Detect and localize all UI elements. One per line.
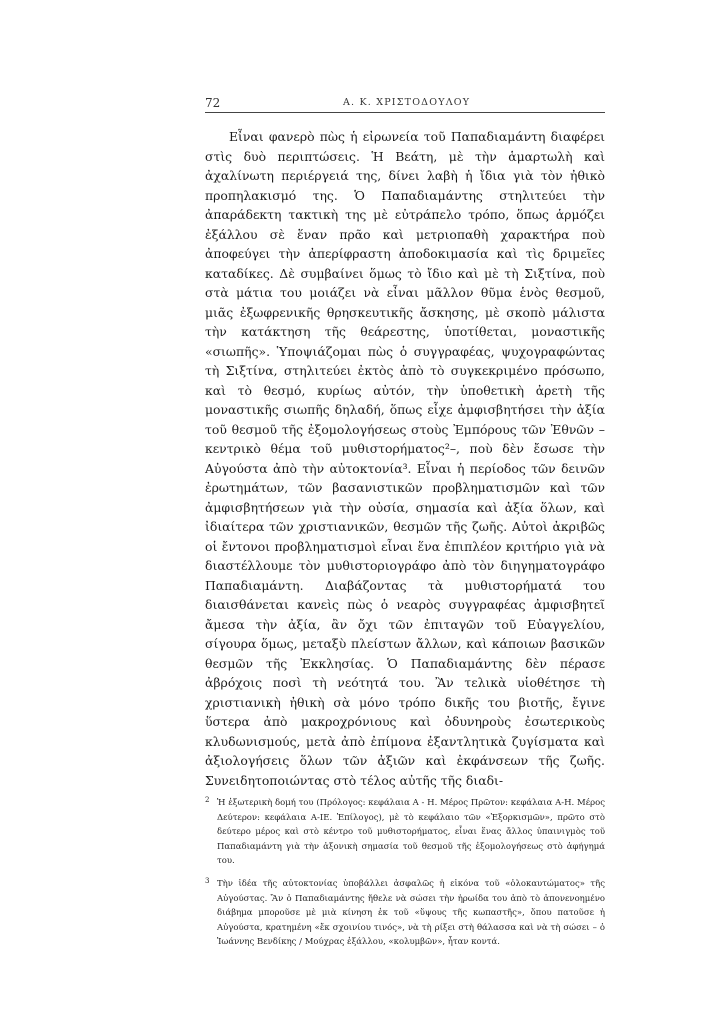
footnote	[205, 877, 605, 950]
body-paragraph: Εἶναι φανερὸ πὼς ἡ εἰρωνεία τοῦ Παπαδιαμάντη διαφέρει στὶς δυὸ περιπτώσεις. Ἡ Βεάτη, μὲ τὴν ἁμαρτωλὴ καὶ ἀχαλίνωτη περιέργειά της, δίνει λαβὴ ἡ ἴδια γιὰ τὸν ἠθικὸ προπηλακισμό της. Ὁ Παπαδιαμάντης στηλιτεύει τὴν ἀπαράδεκτη τακτικὴ της μὲ εὐτράπελο τρόπο, ὅπως ἁρμόζει ἐξάλλου σὲ ἕναν πρᾶο καὶ μετριοπαθὴ χαρακτήρα ποὺ ἀποφεύγει τὴν ἀπερίφραστη ἀποδοκιμασία καὶ τὶς δριμεῖες καταδίκες. Δὲ συμβαίνει ὅμως τὸ ἴδιο καὶ μὲ τὴ Σιξτίνα, ποὺ στὰ μάτια του μοιάζει νὰ εἶναι μᾶλλον θῦμα ἑνὸς θεσμοῦ, μιᾶς ἐξωφρενικῆς θρησκευτικῆς ἄσκησης, μὲ σκοπὸ μάλιστα τὴν κατάκτηση τῆς θεάρεστης, ὑποτίθεται, μοναστικῆς «σιωπῆς». Ὑποψιάζομαι πὼς ὁ συγγραφέας, ψυχογραφώντας τὴ Σιξτίνα, στηλιτεύει ἐκτὸς ἀπὸ τὸ συγκεκριμένο πρόσωπο, καὶ τὸ θεσμό, κυρίως αὐτόν, τὴν ὑποθετικὴ ἀρετὴ τῆς μοναστικῆς σιωπῆς δηλαδή, ὅπως εἶχε ἀμφισβητήσει τὴν ἀξία τοῦ θεσμοῦ τῆς ἐξομολογήσεως στοὺς Ἐμπόρους τῶν Ἐθνῶν –κεντρικὸ θέμα τοῦ μυθιστορήματος²–, ποὺ δὲν ἔσωσε τὴν Αὐγούστα ἀπὸ τὴν αὐτοκτονία³. Εἶναι ἡ περίοδος τῶν δεινῶν ἐρωτημάτων, τῶν βασανιστικῶν προβληματισμῶν καὶ τῶν ἀμφισβητήσεων γιὰ τὴν οὐσία, σημασία καὶ ἀξία ὅλων, καὶ ἰδιαίτερα τῶν χριστιανικῶν, θεσμῶν τῆς ζωῆς. Αὐτοὶ ἀκριβῶς οἱ ἔντονοι προβληματισμοὶ εἶναι ἕνα ἐπιπλέον κριτήριο γιὰ νὰ διαστέλλουμε τὸν μυθιστοριογράφο ἀπὸ τὸν διηγηματογράφο Παπαδιαμάντη. Διαβάζοντας τὰ μυθιστορήματά του διαισθάνεται κανεὶς πὼς ὁ νεαρὸς συγγραφέας ἀμφισβητεῖ ἄμεσα τὴν ἀξία, ἂν ὄχι τῶν ἐπιταγῶν τοῦ Εὐαγγελίου, σίγουρα ὅμως, μεταξὺ πλείστων ἄλλων, καὶ κάποιων βασικῶν θεσμῶν τῆς Ἐκκλησίας. Ὁ Παπαδιαμάντης δὲν πέρασε ἀβρόχοις ποσὶ τὴ νεότητά του. Ἂν τελικὰ υἱοθέτησε τὴ χριστιανικὴ ἠθικὴ σὰ μόνο τρόπο δικῆς του βιοτῆς, ἔγινε ὕστερα ἀπὸ μακροχρόνιους καὶ ὀδυνηροὺς ἐσωτερικοὺς κλυδωνισμούς, μετὰ ἀπὸ ἐπίμονα ἐξαντλητικὰ ζυγίσματα καὶ ἀξιολογήσεις ὅλων τῶν ἀξιῶν καὶ ἐκφάνσεων τῆς ζωῆς. Συνειδητοποιώντας στὸ τέλος αὐτῆς τῆς διαδι-	[205, 129, 605, 788]
footnote	[205, 796, 605, 869]
footnote-marker: 3	[205, 876, 210, 885]
running-title: Α. Κ. ΧΡΙΣΤΟΔΟΥΛΟΥ	[343, 97, 471, 108]
footnotes	[205, 796, 605, 958]
header-rule	[205, 112, 605, 113]
footnote-text: Τὴν ἰδέα τῆς αὐτοκτονίας ὑποβάλλει ἀσφαλῶς ἡ εἰκόνα τοῦ «ὁλοκαυτώματος» τῆς Αὐγούστας. Ἂν ὁ Παπαδιαμάντης ἤθελε νὰ σώσει τὴν ἡρωίδα του ἀπὸ τὸ ἀπονενοημένο διάβημα μποροῦσε μὲ μιὰ κίνηση ἐκ τοῦ «ὕψους τῆς κωπαστῆς», ὅπου πατοῦσε ἡ Αὐγούστα, κρατημένη «ἔκ σχοινίου τινός», νὰ τὴ ρίξει στὴ θάλασσα καὶ νὰ τὴ σώσει – ὁ Ἰωάννης Βενδίκης / Μούχρας ἐξάλλου, «κολυμβῶν», ἦταν κοντά.	[217, 878, 605, 948]
footnote-marker: 2	[205, 796, 210, 804]
running-head	[205, 96, 605, 112]
page-number: 72	[205, 96, 221, 110]
footnote-text: Ἡ ἐξωτερικὴ δομή του (Πρόλογος: κεφάλαια Α - Η. Μέρος Πρῶτον: κεφάλαια Α-Η. Μέρος Δεύτερον: κεφάλαια Α-ΙΕ. Ἐπίλογος), μὲ τὸ κεφάλαιο τῶν «Ἐξορκισμῶν», πρῶτο στὸ δεύτερο μέρος καὶ στὸ κέντρο τοῦ μυθιστορήματος, εἶναι ἕνας ἄλλος ὑπαινιγμὸς τοῦ Παπαδιαμάντη γιὰ τὴν ἀξονικὴ σημασία τοῦ θεσμοῦ τῆς ἐξομολογήσεως στὸ ἀφήγημά του.	[217, 798, 605, 867]
